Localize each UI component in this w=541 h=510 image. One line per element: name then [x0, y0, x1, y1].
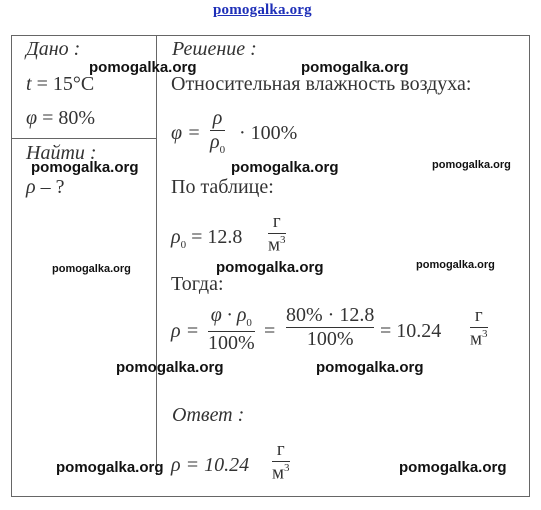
table-right-border	[529, 35, 530, 497]
rho-symbol: ρ	[26, 176, 36, 198]
t-value: = 15°C	[31, 73, 95, 95]
watermark: pomogalka.org	[31, 159, 139, 176]
watermark: pomogalka.org	[89, 59, 197, 76]
table-top-border	[11, 35, 530, 36]
given-humidity	[26, 107, 95, 130]
eq1-rest: · 100%	[239, 122, 298, 144]
eq3-unit	[470, 306, 488, 349]
header-watermark[interactable]: pomogalka.org	[213, 2, 312, 18]
given-title: Дано :	[26, 38, 81, 60]
table-bottom-border	[11, 496, 530, 497]
answer-unit-den: $м^3$	[272, 461, 290, 484]
eq3-frac2-den: 100%	[306, 328, 354, 350]
eq3-fraction2	[286, 305, 374, 350]
eq2-unit-num: г	[272, 211, 281, 232]
eq2-value: $\rho_0 = 12.8$	[171, 226, 243, 251]
solution-text-then: Тогда:	[171, 273, 224, 295]
eq3-result: = 10.24	[380, 320, 442, 342]
eq3-equals: =	[264, 320, 276, 342]
watermark: pomogalka.org	[432, 159, 511, 171]
given-find-divider	[11, 138, 157, 139]
eq3-frac2-num: 80% · 12.8	[286, 304, 375, 326]
watermark: pomogalka.org	[116, 359, 224, 376]
rho-query: – ?	[35, 176, 65, 198]
eq3-lhs: ρ =	[171, 320, 200, 342]
eq3-unit-den: $м^3$	[470, 327, 488, 350]
watermark: pomogalka.org	[216, 259, 324, 276]
phi-symbol: φ	[26, 107, 38, 129]
answer-unit-num: г	[276, 439, 285, 460]
eq1-lhs: φ =	[171, 122, 201, 144]
answer-unit	[272, 440, 290, 483]
find-title: Найти :	[26, 142, 97, 164]
watermark: pomogalka.org	[316, 359, 424, 376]
answer-title: Ответ :	[172, 404, 245, 426]
watermark: pomogalka.org	[52, 263, 131, 275]
phi-value: = 80%	[37, 107, 96, 129]
table-left-border	[11, 35, 12, 497]
solution-text-humidity: Относительная влажность воздуха:	[171, 73, 472, 95]
eq3-frac1-num: $\varphi \cdot \rho_0$	[210, 304, 252, 329]
eq3-fraction1	[208, 305, 255, 354]
eq1-numerator: ρ	[212, 107, 223, 129]
eq3-unit-num: г	[474, 305, 483, 326]
eq3-frac1-den: 100%	[208, 331, 255, 354]
eq1-denominator: $\rho_0$	[210, 131, 226, 156]
watermark: pomogalka.org	[399, 459, 507, 476]
watermark: pomogalka.org	[301, 59, 409, 76]
t-symbol: t	[26, 73, 32, 95]
given-temperature	[26, 73, 94, 96]
answer-equation: ρ = 10.24	[171, 454, 250, 476]
solution-text-table: По таблице:	[171, 176, 274, 198]
eq2-unit	[268, 212, 286, 255]
find-query	[26, 176, 65, 199]
watermark: pomogalka.org	[231, 159, 339, 176]
solution-title: Решение :	[172, 38, 257, 60]
watermark: pomogalka.org	[416, 259, 495, 271]
eq1-fraction	[210, 108, 225, 157]
eq2-unit-den: $м^3$	[268, 233, 286, 256]
column-divider	[156, 35, 157, 475]
watermark: pomogalka.org	[56, 459, 164, 476]
